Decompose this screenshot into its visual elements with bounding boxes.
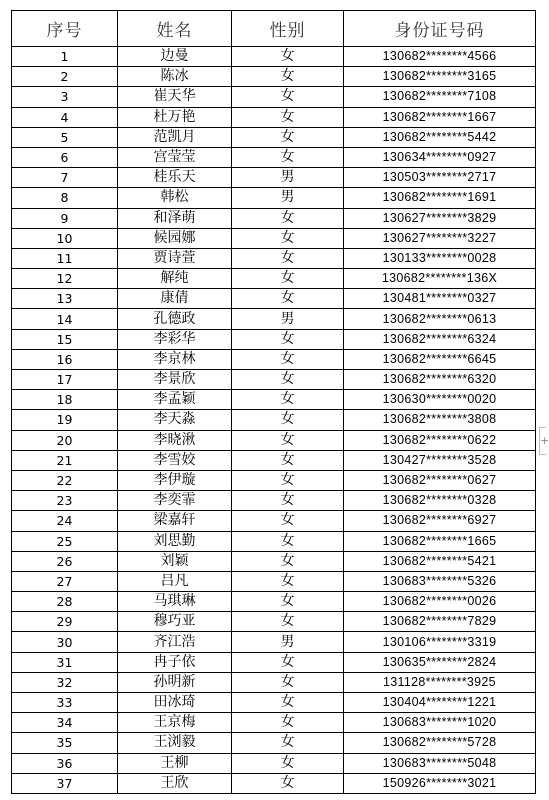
cell-gender: 女 (232, 652, 344, 672)
table-row (12, 349, 536, 369)
cell-name: 孔德政 (118, 309, 232, 329)
cell-id-number: 130404********1221 (344, 693, 536, 713)
cell-name: 解纯 (118, 269, 232, 289)
cell-gender: 女 (232, 87, 344, 107)
side-expand-handle[interactable] (539, 427, 549, 455)
table-row (12, 329, 536, 349)
cell-id-number: 130630********0020 (344, 390, 536, 410)
cell-id-number: 130682********0627 (344, 470, 536, 490)
cell-id-number: 130682********5421 (344, 551, 536, 571)
cell-name: 马琪琳 (118, 592, 232, 612)
plus-icon: + (540, 434, 549, 447)
cell-id-number: 130634********0927 (344, 147, 536, 167)
table-row (12, 208, 536, 228)
cell-seq: 32 (12, 672, 118, 692)
cell-gender: 女 (232, 571, 344, 591)
table-row (12, 693, 536, 713)
cell-gender: 女 (232, 551, 344, 571)
cell-gender: 女 (232, 208, 344, 228)
cell-name: 李雪姣 (118, 450, 232, 470)
cell-gender: 女 (232, 693, 344, 713)
cell-gender: 男 (232, 309, 344, 329)
cell-seq: 29 (12, 612, 118, 632)
cell-id-number: 130682********3165 (344, 67, 536, 87)
cell-gender: 女 (232, 370, 344, 390)
cell-id-number: 130682********6927 (344, 511, 536, 531)
cell-id-number: 130683********5048 (344, 753, 536, 773)
cell-seq: 17 (12, 370, 118, 390)
cell-gender: 女 (232, 390, 344, 410)
cell-seq: 9 (12, 208, 118, 228)
cell-gender: 女 (232, 47, 344, 67)
cell-gender: 女 (232, 773, 344, 793)
cell-seq: 31 (12, 652, 118, 672)
cell-seq: 26 (12, 551, 118, 571)
cell-id-number: 130503********2717 (344, 168, 536, 188)
table-row (12, 551, 536, 571)
table-row (12, 410, 536, 430)
cell-name: 穆巧亚 (118, 612, 232, 632)
cell-gender: 男 (232, 188, 344, 208)
cell-name: 李奕霏 (118, 491, 232, 511)
cell-name: 刘颖 (118, 551, 232, 571)
cell-gender: 女 (232, 67, 344, 87)
cell-id-number: 130627********3829 (344, 208, 536, 228)
table-row (12, 470, 536, 490)
cell-gender: 男 (232, 168, 344, 188)
cell-name: 王浏毅 (118, 733, 232, 753)
cell-gender: 女 (232, 592, 344, 612)
cell-name: 王京梅 (118, 713, 232, 733)
table-row (12, 571, 536, 591)
table-row (12, 127, 536, 147)
table-row (12, 107, 536, 127)
cell-id-number: 130682********0613 (344, 309, 536, 329)
cell-seq: 23 (12, 491, 118, 511)
cell-id-number: 130635********2824 (344, 652, 536, 672)
cell-seq: 12 (12, 269, 118, 289)
cell-name: 吕凡 (118, 571, 232, 591)
table-row (12, 531, 536, 551)
table-row (12, 491, 536, 511)
cell-name: 李天淼 (118, 410, 232, 430)
cell-name: 桂乐天 (118, 168, 232, 188)
cell-seq: 35 (12, 733, 118, 753)
cell-gender: 女 (232, 349, 344, 369)
cell-seq: 27 (12, 571, 118, 591)
cell-seq: 10 (12, 228, 118, 248)
cell-id-number: 130682********3808 (344, 410, 536, 430)
cell-gender: 女 (232, 269, 344, 289)
cell-seq: 18 (12, 390, 118, 410)
cell-name: 王欣 (118, 773, 232, 793)
cell-name: 李伊璇 (118, 470, 232, 490)
table-row (12, 47, 536, 67)
cell-name: 冉子依 (118, 652, 232, 672)
cell-id-number: 130682********0622 (344, 430, 536, 450)
table-row (12, 753, 536, 773)
cell-name: 陈冰 (118, 67, 232, 87)
cell-name: 崔天华 (118, 87, 232, 107)
cell-seq: 15 (12, 329, 118, 349)
cell-id-number: 130682********1667 (344, 107, 536, 127)
cell-gender: 女 (232, 248, 344, 268)
cell-seq: 14 (12, 309, 118, 329)
table-row (12, 188, 536, 208)
cell-id-number: 130682********1691 (344, 188, 536, 208)
cell-id-number: 130133********0028 (344, 248, 536, 268)
cell-id-number: 131128********3925 (344, 672, 536, 692)
cell-name: 宫莹莹 (118, 147, 232, 167)
cell-name: 刘思勤 (118, 531, 232, 551)
cell-name: 齐江浩 (118, 632, 232, 652)
table-row (12, 672, 536, 692)
cell-id-number: 130682********5728 (344, 733, 536, 753)
cell-seq: 25 (12, 531, 118, 551)
cell-id-number: 130481********0327 (344, 289, 536, 309)
cell-gender: 女 (232, 753, 344, 773)
cell-name: 李彩华 (118, 329, 232, 349)
cell-gender: 女 (232, 713, 344, 733)
cell-seq: 20 (12, 430, 118, 450)
table-row (12, 390, 536, 410)
cell-gender: 女 (232, 127, 344, 147)
cell-name: 范凯月 (118, 127, 232, 147)
cell-seq: 21 (12, 450, 118, 470)
table-row (12, 430, 536, 450)
cell-gender: 女 (232, 733, 344, 753)
table-row (12, 309, 536, 329)
header-gender: 性别 (232, 11, 344, 47)
cell-gender: 女 (232, 228, 344, 248)
cell-gender: 男 (232, 632, 344, 652)
table-row (12, 67, 536, 87)
cell-seq: 5 (12, 127, 118, 147)
cell-name: 韩松 (118, 188, 232, 208)
cell-gender: 女 (232, 107, 344, 127)
cell-id-number: 130682********136X (344, 269, 536, 289)
table-row (12, 733, 536, 753)
cell-id-number: 130682********5442 (344, 127, 536, 147)
cell-gender: 女 (232, 329, 344, 349)
cell-gender: 女 (232, 147, 344, 167)
student-table (11, 10, 536, 794)
table-row (12, 511, 536, 531)
cell-name: 杜万艳 (118, 107, 232, 127)
cell-seq: 3 (12, 87, 118, 107)
table-row (12, 248, 536, 268)
cell-id-number: 130682********7108 (344, 87, 536, 107)
cell-gender: 女 (232, 430, 344, 450)
cell-seq: 22 (12, 470, 118, 490)
cell-seq: 24 (12, 511, 118, 531)
table-row (12, 652, 536, 672)
cell-gender: 女 (232, 470, 344, 490)
cell-name: 王柳 (118, 753, 232, 773)
cell-id-number: 130682********0328 (344, 491, 536, 511)
cell-seq: 16 (12, 349, 118, 369)
cell-gender: 女 (232, 410, 344, 430)
table-row (12, 289, 536, 309)
cell-id-number: 150926********3021 (344, 773, 536, 793)
cell-seq: 34 (12, 713, 118, 733)
cell-name: 李景欣 (118, 370, 232, 390)
table-row (12, 592, 536, 612)
header-row (12, 11, 536, 47)
cell-name: 李晓湫 (118, 430, 232, 450)
cell-seq: 8 (12, 188, 118, 208)
cell-id-number: 130427********3528 (344, 450, 536, 470)
table-row (12, 269, 536, 289)
cell-gender: 女 (232, 450, 344, 470)
header-id-number: 身份证号码 (344, 11, 536, 47)
table-row (12, 147, 536, 167)
table-row (12, 87, 536, 107)
cell-name: 李孟颖 (118, 390, 232, 410)
cell-gender: 女 (232, 511, 344, 531)
cell-seq: 4 (12, 107, 118, 127)
table-row (12, 612, 536, 632)
cell-id-number: 130682********6324 (344, 329, 536, 349)
cell-id-number: 130106********3319 (344, 632, 536, 652)
cell-id-number: 130682********1665 (344, 531, 536, 551)
header-seq: 序号 (12, 11, 118, 47)
cell-name: 候园娜 (118, 228, 232, 248)
cell-name: 和泽萌 (118, 208, 232, 228)
cell-name: 田冰琦 (118, 693, 232, 713)
cell-seq: 37 (12, 773, 118, 793)
cell-gender: 女 (232, 531, 344, 551)
cell-gender: 女 (232, 289, 344, 309)
cell-seq: 36 (12, 753, 118, 773)
cell-gender: 女 (232, 672, 344, 692)
cell-id-number: 130627********3227 (344, 228, 536, 248)
cell-seq: 28 (12, 592, 118, 612)
table-row (12, 168, 536, 188)
cell-id-number: 130683********1020 (344, 713, 536, 733)
cell-seq: 13 (12, 289, 118, 309)
cell-id-number: 130682********6320 (344, 370, 536, 390)
cell-seq: 7 (12, 168, 118, 188)
cell-id-number: 130682********7829 (344, 612, 536, 632)
table-body (12, 47, 536, 794)
cell-name: 康倩 (118, 289, 232, 309)
table-row (12, 632, 536, 652)
cell-id-number: 130682********4566 (344, 47, 536, 67)
table-row (12, 228, 536, 248)
cell-id-number: 130682********6645 (344, 349, 536, 369)
cell-gender: 女 (232, 491, 344, 511)
cell-seq: 30 (12, 632, 118, 652)
cell-name: 边曼 (118, 47, 232, 67)
cell-id-number: 130683********5326 (344, 571, 536, 591)
table-row (12, 713, 536, 733)
header-name: 姓名 (118, 11, 232, 47)
cell-seq: 1 (12, 47, 118, 67)
cell-seq: 33 (12, 693, 118, 713)
cell-name: 孙明新 (118, 672, 232, 692)
cell-seq: 19 (12, 410, 118, 430)
cell-seq: 6 (12, 147, 118, 167)
cell-gender: 女 (232, 612, 344, 632)
cell-id-number: 130682********0026 (344, 592, 536, 612)
cell-name: 贾诗萱 (118, 248, 232, 268)
cell-seq: 11 (12, 248, 118, 268)
cell-name: 梁嘉轩 (118, 511, 232, 531)
table-row (12, 773, 536, 793)
cell-name: 李京林 (118, 349, 232, 369)
cell-seq: 2 (12, 67, 118, 87)
table-row (12, 450, 536, 470)
table-row (12, 370, 536, 390)
